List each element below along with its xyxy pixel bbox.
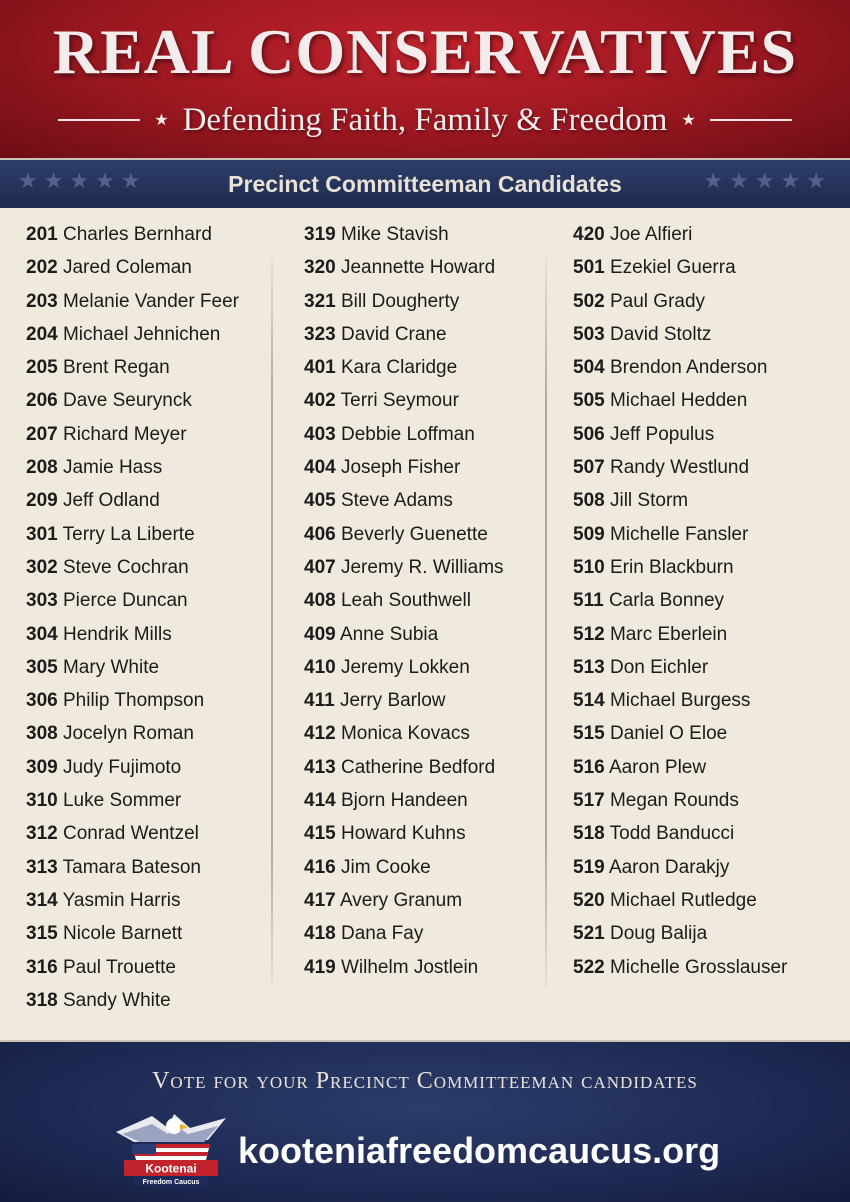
- precinct-number: 201: [26, 224, 58, 245]
- candidate-entry: [573, 651, 843, 684]
- candidate-name: Erin Blackburn: [609, 556, 734, 578]
- candidate-entry: [573, 518, 843, 551]
- candidate-name: Jim Cooke: [340, 856, 431, 878]
- candidate-name: Dana Fay: [340, 923, 424, 945]
- precinct-number: 323: [304, 323, 336, 345]
- candidate-entry: [26, 285, 271, 318]
- candidate-entry: [304, 484, 544, 517]
- precinct-number: 413: [304, 756, 336, 778]
- precinct-number: 415: [304, 823, 336, 845]
- candidate-entry: [573, 251, 843, 284]
- candidate-name: Jeff Odland: [62, 490, 160, 512]
- candidate-name: Sandy White: [62, 989, 171, 1011]
- logo-name: Kootenai: [145, 1161, 197, 1176]
- precinct-number: 507: [573, 457, 605, 479]
- candidate-entry: [26, 651, 271, 684]
- candidate-entry: [304, 218, 544, 251]
- candidate-name: Catherine Bedford: [340, 756, 496, 778]
- candidate-entry: [573, 384, 843, 417]
- candidate-entry: [573, 817, 843, 850]
- candidate-entry: [304, 551, 544, 584]
- candidate-entry: [26, 917, 271, 950]
- candidate-entry: [304, 518, 544, 551]
- candidate-name: Yasmin Harris: [62, 889, 181, 911]
- precinct-number: 406: [304, 523, 336, 545]
- precinct-number: 515: [573, 723, 605, 745]
- candidate-name: Joseph Fisher: [340, 457, 461, 479]
- candidate-entry: [26, 584, 271, 617]
- candidate-name: Kara Claridge: [340, 357, 458, 379]
- candidate-name: Michael Rutledge: [609, 889, 757, 911]
- candidate-entry: [26, 484, 271, 517]
- precinct-number: 308: [26, 723, 58, 745]
- candidate-entry: [304, 285, 544, 318]
- precinct-number: 309: [26, 756, 58, 778]
- footer-banner: [0, 1040, 850, 1202]
- precinct-number: 513: [573, 656, 605, 678]
- candidate-name: Terry La Liberte: [62, 523, 195, 545]
- candidate-name: Aaron Plew: [608, 756, 707, 778]
- precinct-number: 503: [573, 323, 605, 345]
- precinct-number: 416: [304, 856, 336, 878]
- candidate-name: Monica Kovacs: [340, 723, 470, 745]
- candidate-name: Mike Stavish: [340, 224, 449, 245]
- candidate-entry: [26, 717, 271, 750]
- kootenai-freedom-caucus-logo: [112, 1110, 230, 1188]
- precinct-number: 516: [573, 756, 605, 778]
- precinct-number: 522: [573, 956, 605, 978]
- candidate-entry: [304, 351, 544, 384]
- left-rule-divider: [58, 119, 140, 121]
- precinct-number: 410: [304, 656, 336, 678]
- precinct-number: 314: [26, 889, 58, 911]
- precinct-number: 510: [573, 556, 605, 578]
- candidate-name: Richard Meyer: [62, 423, 187, 445]
- star-icon: ★: [681, 112, 696, 129]
- precinct-number: 511: [573, 590, 604, 612]
- candidate-name: Wilhelm Jostlein: [340, 956, 479, 978]
- candidate-name: Nicole Barnett: [62, 923, 183, 945]
- candidate-name: Luke Sommer: [62, 790, 182, 812]
- candidate-name: Steve Cochran: [62, 556, 189, 578]
- candidate-name: Hendrik Mills: [62, 623, 172, 645]
- candidate-entry: [304, 851, 544, 884]
- candidate-name: Avery Granum: [339, 889, 463, 911]
- candidate-list: [0, 208, 850, 1040]
- candidate-name: Brendon Anderson: [609, 357, 768, 379]
- candidate-entry: [304, 451, 544, 484]
- candidate-entry: [573, 851, 843, 884]
- candidate-name: Carla Bonney: [608, 590, 725, 612]
- candidate-name: Tamara Bateson: [62, 856, 201, 878]
- precinct-number: 504: [573, 357, 605, 379]
- column-divider: [545, 258, 547, 988]
- right-rule-divider: [710, 119, 792, 121]
- candidate-entry: [304, 684, 544, 717]
- precinct-number: 319: [304, 224, 336, 245]
- candidate-name: Judy Fujimoto: [62, 756, 182, 778]
- candidate-entry: [304, 584, 544, 617]
- precinct-number: 207: [26, 423, 58, 445]
- candidate-name: Jeff Populus: [609, 423, 715, 445]
- candidate-name: Michelle Grosslauser: [609, 956, 788, 978]
- precinct-number: 305: [26, 656, 58, 678]
- candidate-entry: [26, 318, 271, 351]
- precinct-number: 520: [573, 889, 605, 911]
- precinct-number: 204: [26, 323, 58, 345]
- candidate-name: Michael Jehnichen: [62, 323, 221, 345]
- candidate-entry: [304, 784, 544, 817]
- precinct-number: 209: [26, 490, 58, 512]
- candidate-name: Howard Kuhns: [340, 823, 466, 845]
- candidate-entry: [26, 884, 271, 917]
- candidate-entry: [573, 784, 843, 817]
- candidate-entry: [304, 418, 544, 451]
- candidate-name: Todd Banducci: [609, 823, 735, 845]
- candidate-entry: [573, 884, 843, 917]
- precinct-number: 505: [573, 390, 605, 412]
- candidate-name: Paul Grady: [609, 290, 706, 312]
- candidate-name: Brent Regan: [62, 357, 170, 379]
- precinct-number: 404: [304, 457, 336, 479]
- candidate-name: Randy Westlund: [609, 457, 750, 479]
- precinct-number: 304: [26, 623, 58, 645]
- vote-callout: Vote for your Precinct Committeeman candidates: [152, 1068, 698, 1094]
- candidate-entry: [304, 884, 544, 917]
- candidate-entry: [573, 751, 843, 784]
- precinct-number: 206: [26, 390, 58, 412]
- precinct-number: 518: [573, 823, 605, 845]
- candidate-name: Philip Thompson: [62, 690, 205, 712]
- candidate-name: Pierce Duncan: [62, 590, 188, 612]
- precinct-number: 521: [573, 923, 605, 945]
- precinct-number: 312: [26, 823, 58, 845]
- candidate-name: Michael Burgess: [609, 690, 751, 712]
- precinct-number: 316: [26, 956, 58, 978]
- precinct-number: 412: [304, 723, 336, 745]
- candidate-name: Charles Bernhard: [62, 224, 212, 245]
- candidate-entry: [26, 451, 271, 484]
- candidate-name: Mary White: [62, 656, 160, 678]
- precinct-number: 411: [304, 690, 335, 712]
- precinct-number: 519: [573, 856, 605, 878]
- candidate-name: Conrad Wentzel: [62, 823, 199, 845]
- candidate-name: Jamie Hass: [62, 457, 163, 479]
- candidate-column-2: [304, 218, 544, 984]
- subtitle-row: [0, 100, 850, 140]
- candidate-entry: [26, 218, 271, 251]
- candidate-column-3: [573, 218, 843, 984]
- candidate-entry: [26, 351, 271, 384]
- candidate-entry: [26, 951, 271, 984]
- precinct-number: 321: [304, 290, 336, 312]
- candidate-name: Joe Alfieri: [609, 224, 693, 245]
- candidate-name: Jeremy R. Williams: [340, 556, 504, 578]
- precinct-number: 320: [304, 257, 336, 279]
- section-band: [0, 158, 850, 208]
- precinct-number: 313: [26, 856, 58, 878]
- candidate-name: Melanie Vander Feer: [62, 290, 240, 312]
- precinct-number: 501: [573, 257, 605, 279]
- precinct-number: 512: [573, 623, 605, 645]
- candidate-entry: [26, 984, 271, 1017]
- column-divider: [271, 258, 273, 988]
- candidate-name: Leah Southwell: [340, 590, 471, 612]
- candidate-entry: [304, 251, 544, 284]
- candidate-entry: [304, 917, 544, 950]
- precinct-number: 302: [26, 556, 58, 578]
- candidate-name: Jared Coleman: [62, 257, 192, 279]
- precinct-number: 401: [304, 357, 336, 379]
- precinct-number: 203: [26, 290, 58, 312]
- precinct-number: 509: [573, 523, 605, 545]
- candidate-entry: [573, 451, 843, 484]
- candidate-entry: [26, 751, 271, 784]
- candidate-entry: [26, 784, 271, 817]
- precinct-number: 414: [304, 790, 336, 812]
- candidate-name: Terri Seymour: [340, 390, 459, 412]
- candidate-name: Beverly Guenette: [340, 523, 488, 545]
- candidate-name: Bjorn Handeen: [340, 790, 468, 812]
- precinct-number: 403: [304, 423, 336, 445]
- candidate-entry: [573, 484, 843, 517]
- candidate-name: Jerry Barlow: [339, 690, 446, 712]
- candidate-entry: [573, 684, 843, 717]
- candidate-entry: [304, 817, 544, 850]
- precinct-number: 408: [304, 590, 336, 612]
- precinct-number: 306: [26, 690, 58, 712]
- decorative-stars-icon: ★★★★★: [18, 168, 147, 193]
- candidate-name: Paul Trouette: [62, 956, 177, 978]
- precinct-number: 419: [304, 956, 336, 978]
- candidate-entry: [26, 551, 271, 584]
- page-title: REAL CONSERVATIVES: [52, 16, 798, 87]
- candidate-name: Don Eichler: [609, 656, 709, 678]
- candidate-entry: [573, 584, 843, 617]
- candidate-entry: [573, 951, 843, 984]
- candidate-entry: [573, 917, 843, 950]
- candidate-name: Dave Seurynck: [62, 390, 192, 412]
- candidate-name: David Stoltz: [609, 323, 712, 345]
- header-banner: [0, 0, 850, 160]
- candidate-entry: [573, 551, 843, 584]
- precinct-number: 301: [26, 523, 58, 545]
- candidate-name: Megan Rounds: [609, 790, 739, 812]
- candidate-entry: [304, 751, 544, 784]
- candidate-name: Steve Adams: [340, 490, 453, 512]
- candidate-entry: [573, 351, 843, 384]
- logo-subname: Freedom Caucus: [142, 1179, 200, 1186]
- precinct-number: 202: [26, 257, 58, 279]
- precinct-number: 514: [573, 690, 605, 712]
- precinct-number: 318: [26, 989, 58, 1011]
- precinct-number: 407: [304, 556, 336, 578]
- candidate-name: Ezekiel Guerra: [609, 257, 736, 279]
- candidate-entry: [26, 251, 271, 284]
- candidate-entry: [573, 318, 843, 351]
- candidate-entry: [304, 384, 544, 417]
- candidate-name: Jill Storm: [609, 490, 689, 512]
- candidate-entry: [573, 618, 843, 651]
- candidate-name: Anne Subia: [339, 623, 439, 645]
- precinct-number: 517: [573, 790, 605, 812]
- candidate-entry: [304, 951, 544, 984]
- candidate-name: Jeremy Lokken: [340, 656, 470, 678]
- candidate-name: Michelle Fansler: [609, 523, 749, 545]
- precinct-number: 409: [304, 623, 336, 645]
- star-icon: ★: [154, 112, 169, 129]
- candidate-entry: [304, 618, 544, 651]
- candidate-entry: [573, 717, 843, 750]
- candidate-entry: [304, 318, 544, 351]
- candidate-entry: [304, 651, 544, 684]
- precinct-number: 405: [304, 490, 336, 512]
- candidate-entry: [26, 384, 271, 417]
- page-subtitle: Defending Faith, Family & Freedom: [182, 101, 668, 138]
- candidate-entry: [26, 518, 271, 551]
- candidate-name: David Crane: [340, 323, 447, 345]
- precinct-number: 506: [573, 423, 605, 445]
- candidate-entry: [26, 618, 271, 651]
- precinct-number: 315: [26, 923, 58, 945]
- precinct-number: 508: [573, 490, 605, 512]
- candidate-name: Aaron Darakjy: [608, 856, 730, 878]
- precinct-number: 420: [573, 224, 605, 245]
- precinct-number: 205: [26, 357, 58, 379]
- decorative-stars-icon: ★★★★★: [703, 168, 832, 193]
- section-title: Precinct Committeeman Candidates: [228, 170, 622, 197]
- candidate-name: Debbie Loffman: [340, 423, 475, 445]
- candidate-name: Michael Hedden: [609, 390, 748, 412]
- candidate-name: Daniel O Eloe: [609, 723, 728, 745]
- precinct-number: 303: [26, 590, 58, 612]
- candidate-name: Bill Dougherty: [340, 290, 460, 312]
- precinct-number: 417: [304, 889, 336, 911]
- precinct-number: 208: [26, 457, 58, 479]
- candidate-entry: [26, 684, 271, 717]
- candidate-column-1: [26, 218, 271, 1017]
- precinct-number: 502: [573, 290, 605, 312]
- candidate-name: Marc Eberlein: [609, 623, 728, 645]
- precinct-number: 418: [304, 923, 336, 945]
- candidate-entry: [573, 218, 843, 251]
- candidate-entry: [573, 418, 843, 451]
- precinct-number: 402: [304, 390, 336, 412]
- precinct-number: 310: [26, 790, 58, 812]
- candidate-name: Jocelyn Roman: [62, 723, 194, 745]
- candidate-entry: [573, 285, 843, 318]
- candidate-entry: [304, 717, 544, 750]
- candidate-entry: [26, 418, 271, 451]
- candidate-entry: [26, 817, 271, 850]
- candidate-name: Jeannette Howard: [340, 257, 496, 279]
- website-link[interactable]: kooteniafreedomcaucus.org: [238, 1130, 721, 1171]
- candidate-entry: [26, 851, 271, 884]
- candidate-name: Doug Balija: [609, 923, 708, 945]
